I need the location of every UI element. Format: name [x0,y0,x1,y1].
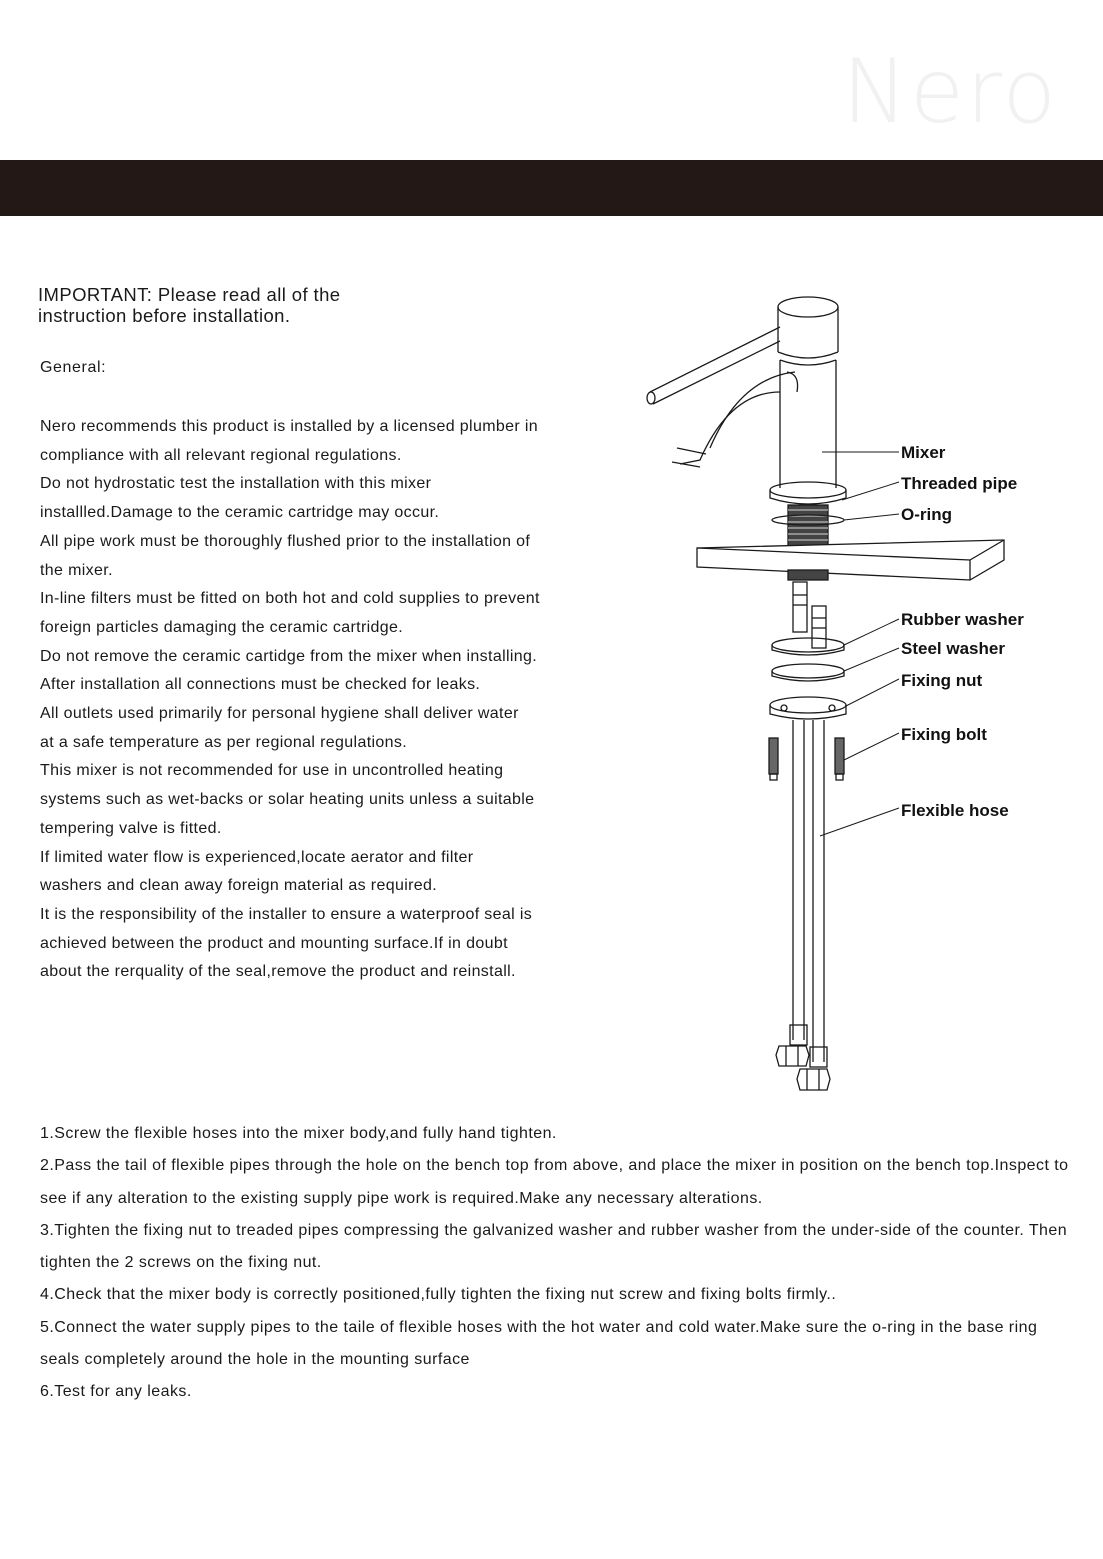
base-ring [770,482,846,504]
mixer-exploded-diagram [630,285,1070,1095]
step-item: 5.Connect the water supply pipes to the taile of flexible hoses with the hot water and cold water.Make sure the o-ring in the base ring seals completely around the hole in the mounting surface [40,1318,1038,1369]
flexible-hoses [776,720,830,1090]
steel-washer [772,664,844,681]
fixing-bolt-left [769,738,778,780]
general-line: Do not hydrostatic test the installation with this mixer [40,475,432,493]
mixer-body [778,297,838,488]
general-line: Nero recommends this product is installed by a licensed plumber in [40,418,538,435]
step-item: 6.Test for any leaks. [40,1383,192,1401]
general-line: All pipe work must be thoroughly flushed prior to the installation of [40,532,531,550]
label-rubber-washer: Rubber washer [901,610,1024,629]
step-item: 1.Screw the flexible hoses into the mixer body,and fully hand tighten. [40,1125,557,1142]
important-notice [38,284,418,326]
general-line: about the rerquality of the seal,remove the product and reinstall. [40,963,516,981]
general-line: In-line filters must be fitted on both hot and cold supplies to prevent [40,590,540,608]
general-line: This mixer is not recommended for use in uncontrolled heating [40,762,504,780]
threaded-pipe [788,505,828,547]
spout [672,372,798,467]
general-line: compliance with all relevant regional regulations. [40,446,402,464]
lever-handle [647,327,780,404]
threaded-pipe-lower [788,570,828,580]
brand-logo: Nero [842,40,1059,143]
important-line-2: instruction before installation. [38,305,291,326]
label-mixer: Mixer [901,443,946,462]
label-fixing-nut: Fixing nut [901,671,983,690]
general-line: After installation all connections must be checked for leaks. [40,676,481,694]
general-line: washers and clean away foreign material as required. [40,877,438,895]
fixing-nut [770,697,846,719]
step-item: 2.Pass the tail of flexible pipes through the hole on the bench top from above, and place the mixer in position on the bench top.Inspect to see if any alteration to the existing supply pipe work is required.Make any necessary alterations. [40,1157,1069,1207]
general-instructions [40,413,600,987]
step-item: 3.Tighten the fixing nut to treaded pipes compressing the galvanized washer and rubber washer from the under-side of the counter. Then tighten the 2 screws on the fixing nut. [40,1221,1068,1272]
rubber-washer [772,638,844,655]
diagram-labels [901,443,1024,820]
general-line: installled.Damage to the ceramic cartridge may occur. [40,504,440,522]
general-line: foreign particles damaging the ceramic cartridge. [40,618,404,636]
fixing-bolt-right [835,738,844,780]
installation-steps [40,1118,1070,1409]
leader-lines [820,452,899,836]
bench-top [697,540,1004,580]
label-flexible-hose: Flexible hose [901,801,1009,820]
general-line: systems such as wet-backs or solar heating units unless a suitable [40,791,535,809]
general-line: at a safe temperature as per regional regulations. [40,733,408,751]
header-band [0,160,1103,216]
label-threaded-pipe: Threaded pipe [901,474,1018,493]
general-line: If limited water flow is experienced,locate aerator and filter [40,848,474,866]
step-item: 4.Check that the mixer body is correctly positioned,fully tighten the fixing nut screw and fixing bolts firmly.. [40,1286,837,1304]
label-fixing-bolt: Fixing bolt [901,725,987,744]
important-line-1: IMPORTANT: Please read all of the [38,284,341,305]
general-line: the mixer. [40,561,113,579]
general-line: It is the responsibility of the installer to ensure a waterproof seal is [40,905,533,923]
label-steel-washer: Steel washer [901,639,1005,658]
general-line: Do not remove the ceramic cartidge from the mixer when installing. [40,647,538,665]
general-heading: General: [40,359,107,376]
general-line: achieved between the product and mounting surface.If in doubt [40,934,508,952]
label-o-ring: O-ring [901,505,952,524]
general-line: All outlets used primarily for personal hygiene shall deliver water [40,705,519,723]
general-line: tempering valve is fitted. [40,819,222,837]
